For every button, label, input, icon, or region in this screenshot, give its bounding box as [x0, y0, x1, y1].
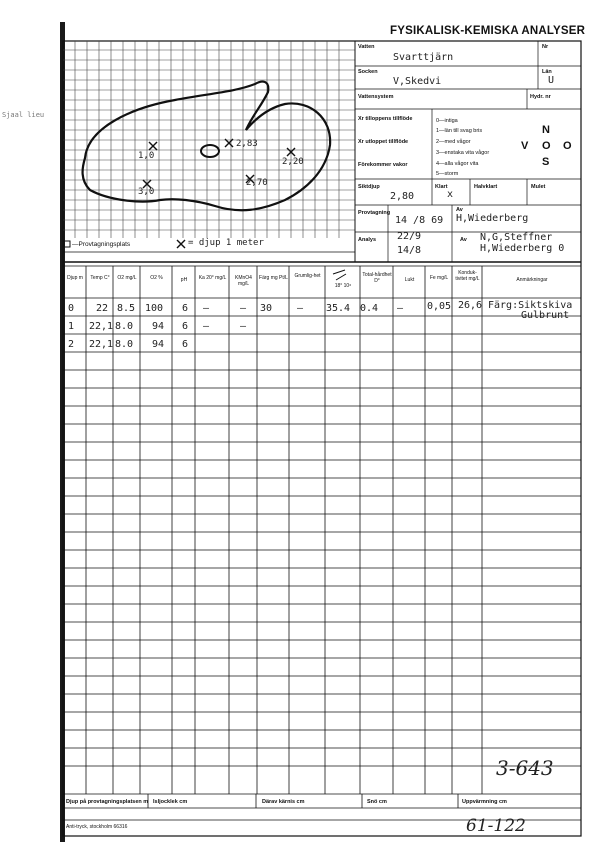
table-cell: 8.0: [115, 321, 134, 332]
socken-value: V,Skedvi: [393, 76, 442, 87]
table-header: Lukt: [404, 277, 415, 283]
table-cell: 100: [145, 303, 164, 314]
compass-o-right: O: [563, 140, 572, 152]
hydr-label: Hydr. nr: [530, 94, 551, 100]
form-title: FYSIKALISK-KEMISKA ANALYSER: [390, 25, 586, 37]
table-cell: 26,6: [458, 300, 483, 311]
vattensystem-label: Vattensystem: [358, 94, 394, 100]
siktdjup-label: Siktdjup: [358, 184, 380, 190]
footer-label-sno: Snö cm: [367, 799, 387, 805]
table-cell: 8.0: [115, 339, 134, 350]
scale-line-0: 0—intiga: [436, 118, 458, 124]
analys-by-1: N,G,Steffner: [480, 232, 553, 243]
table-header: Färg mg Pt/L: [259, 275, 288, 281]
table-cell: 0,05: [427, 301, 452, 312]
analys-date-1: 22/9: [397, 231, 422, 242]
scale-line-2: 2—med vågor: [436, 139, 471, 145]
scale-line-1: 1—län till svag bris: [436, 128, 483, 134]
table-header: Temp C°: [90, 275, 110, 281]
scale-line-4: 4—alla vågor vita: [436, 161, 479, 167]
compass-o-left: O: [542, 140, 551, 152]
analys-date-2: 14/8: [397, 245, 422, 256]
bottom-code: 61-122: [466, 816, 526, 836]
table-header: Konduk-tivitet mg/L: [455, 270, 480, 282]
table-cell: 35.4: [326, 303, 351, 314]
table-cell: 0: [68, 303, 75, 314]
mulet-label: Mulet: [531, 184, 546, 190]
table-cell: 6: [182, 339, 189, 350]
table-cell: 22,1: [89, 321, 114, 332]
footer-label-kärnis: Därav kärnis cm: [262, 799, 305, 805]
provtagning-label: Provtagning: [358, 210, 391, 216]
table-cell: –: [240, 321, 247, 332]
table-header: Anmärkningar: [516, 277, 548, 283]
table-cell: 0.4: [360, 303, 379, 314]
tillflode-label: Xr tilloppens tillflöde: [358, 116, 413, 122]
provtagning-av-label: Av: [456, 207, 463, 213]
analys-av-label: Av: [460, 237, 467, 243]
table-cell: Gulbrunt: [521, 310, 570, 321]
table-header: O2 mg/L: [117, 275, 137, 281]
table-cell: 6: [182, 303, 189, 314]
provtagningsplats-legend: —Provtagningsplats: [72, 241, 131, 248]
table-cell: –: [203, 303, 210, 314]
nr-label: Nr: [542, 44, 549, 50]
klart-label: Klart: [435, 184, 448, 190]
socken-label: Socken: [358, 69, 378, 75]
table-cell: –: [397, 303, 404, 314]
provtagning-by: H,Wiederberg: [456, 213, 529, 224]
table-header: KMnO4 mg/L: [235, 275, 252, 287]
table-cell: 22,1: [89, 339, 114, 350]
map-depth-label: 2,83: [236, 139, 258, 149]
table-header: pH: [180, 277, 188, 283]
compass-v: V: [521, 140, 529, 152]
scale-line-3: 3—enstaka vita vågor: [436, 150, 490, 156]
vatten-value: Svarttjärn: [393, 52, 454, 63]
map-depth-label: 2,70: [246, 178, 268, 188]
footer-label-istjocklek: Isljocklek cm: [153, 799, 188, 805]
table-header: Ka 20° mg/L: [198, 275, 227, 281]
table-header: Total-hårdhet D°: [362, 272, 392, 284]
table-header: O2 %: [150, 275, 163, 281]
table-header: Grumlig-het: [294, 273, 321, 279]
table-cell: –: [297, 303, 304, 314]
table-cell: –: [203, 321, 210, 332]
table-header: Fe mg/L: [429, 275, 449, 281]
table-cell: 8.5: [117, 303, 136, 314]
siktdjup-value: 2,80: [390, 191, 415, 202]
compass-n: N: [542, 124, 550, 136]
compass-s: S: [542, 156, 550, 168]
analys-by-2: H,Wiederberg 0: [480, 243, 565, 254]
halvklart-label: Halvklart: [474, 184, 498, 190]
printer-imprint: Anti-tryck, stockholm 66316: [66, 824, 128, 830]
table-header: Djup m: [67, 275, 83, 281]
map-depth-label: 1,0: [138, 151, 155, 161]
map-depth-label: 2,20: [282, 157, 304, 167]
table-cell: 1: [68, 321, 75, 332]
map-depth-label: 3,0: [138, 187, 155, 197]
stray-left-text: Sjaal lieu: [2, 111, 45, 119]
utlopp-label: Xr utloppet tillflöde: [358, 139, 409, 145]
table-cell: Färg:Siktskiva: [488, 300, 573, 311]
table-cell: 6: [182, 321, 189, 332]
handwritten-code: 3-643: [496, 756, 554, 780]
footer-label-uppvarmning: Uppvärmning cm: [462, 799, 507, 805]
table-cell: 30: [260, 303, 273, 314]
table-cell: 22: [96, 303, 109, 314]
table-header: 18° 10⁶: [334, 283, 352, 289]
klart-value: x: [447, 189, 454, 200]
table-cell: –: [240, 303, 247, 314]
forekommer-label: Förekommer vakor: [358, 162, 408, 168]
analys-label: Analys: [358, 237, 377, 243]
lan-label: Län: [542, 69, 552, 75]
djup-note: = djup 1 meter: [188, 238, 264, 248]
lan-value: U: [548, 75, 555, 86]
table-cell: 94: [152, 321, 165, 332]
scale-line-5: 5—storm: [436, 171, 459, 177]
table-cell: 94: [152, 339, 165, 350]
table-cell: 2: [68, 339, 75, 350]
footer-label-djup: Djup på provtagningsplatsen m: [66, 799, 149, 805]
vatten-label: Vatten: [358, 44, 375, 50]
provtagning-date: 14 /8 69: [395, 215, 444, 226]
